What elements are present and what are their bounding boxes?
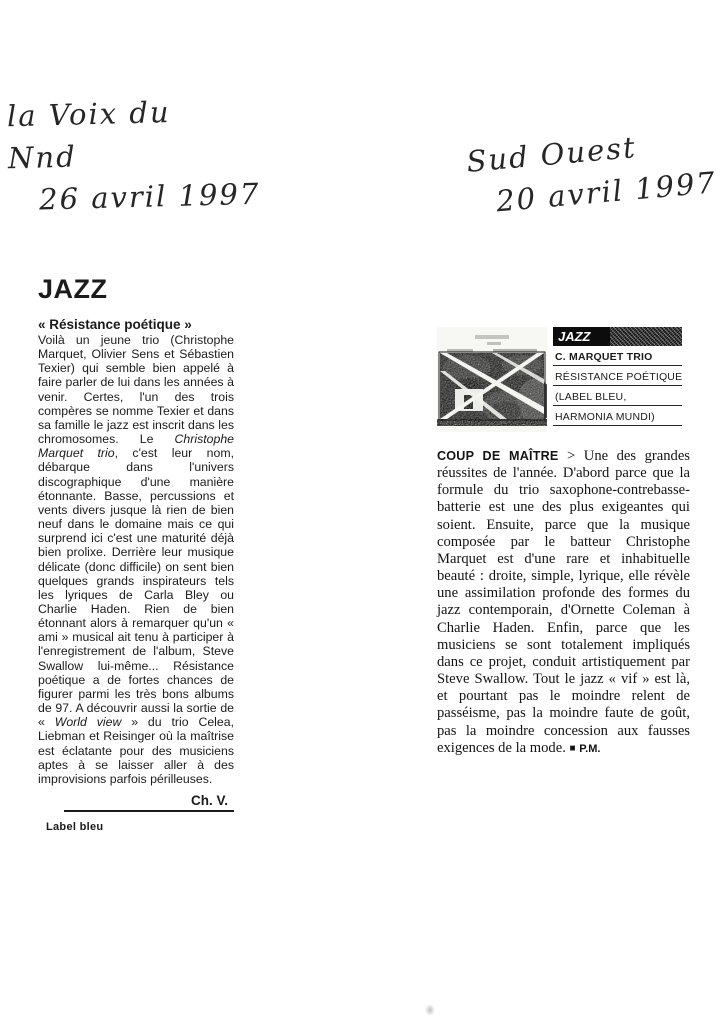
body-text: , c'est leur nom, débarque dans l'univers discographique d'une manière étonnante. Basse, percussions et vents divers jusque là rien de bien neuf dans le domaine mais ce qui surprend ici c'est une maturité déjà bien prolixe. Derrière leur musique délicate (donc difficile) on sent bien quelques grands inspirateurs tels les lyriques de Carla Bley ou Charlie Haden. Rien de bien étonnant alors à remarquer qu'un « ami » musical ait tenu à participer à l'enregistrement de l'album, Steve Swallow lui-même... Résistance poétique a de fortes chances de figurer parmi les très bons albums de 97. A découvrir aussi la sortie de « — [38, 446, 234, 730]
album-review-box — [437, 327, 683, 432]
bar-texture — [610, 327, 682, 346]
section-heading: JAZZ — [38, 274, 108, 304]
author-initials: Ch. V. — [190, 793, 228, 808]
album-artist: C. MARQUET TRIO — [553, 346, 682, 366]
album-name-italic: Christophe Marquet trio — [38, 432, 234, 461]
record-label-credit: Label bleu — [46, 821, 104, 833]
body-text: » du trio Celea, Liebman et Reisinger où la maîtrise est éclatante pour des musiciens aptes à se laisser aller à des improvisions parfois périlleuses. — [38, 715, 234, 786]
handwritten-publication-name: la Voix du — [6, 95, 171, 134]
handwritten-annotation-left — [6, 89, 260, 222]
handwritten-publication-name-2: Nnd — [7, 139, 78, 176]
article-body — [38, 333, 234, 786]
jazz-genre-bar — [553, 327, 682, 346]
article-body — [437, 448, 690, 758]
author-initials: P.M. — [579, 742, 601, 755]
article-left-clipping — [38, 274, 234, 833]
signature-rule — [64, 810, 234, 812]
scan-artifact-mark — [425, 1004, 435, 1016]
album-label-line-2: HARMONIA MUNDI) — [553, 406, 682, 426]
body-text: Voilà un jeune trio (Christophe Marquet, Olivier Sens et Sébastien Texier) qui semble bien appelé à faire parler de lui dans les années à venir. Certes, l'un des trois compères se nomme Texier et dans sa famille le jazz est inscrit dans les chromosomes. Le — [38, 333, 234, 447]
album-info-panel — [553, 327, 682, 432]
album-name-italic: World view — [54, 715, 122, 730]
article-right-clipping — [437, 448, 690, 758]
article-lead-in: COUP DE MAÎTRE — [437, 449, 559, 463]
genre-label: JAZZ — [558, 329, 591, 344]
handwritten-publication-name: Sud Ouest — [465, 130, 638, 179]
lead-separator: > — [558, 448, 584, 464]
article-title: « Résistance poétique » — [38, 317, 192, 332]
album-cover-image — [437, 327, 547, 432]
handwritten-annotation-right — [465, 119, 719, 224]
handwritten-date: 26 avril 1997 — [38, 176, 261, 217]
body-text: Une des grandes réussites de l'année. D'abord parce que la formule du trio saxophone-contrebasse-batterie est une des plus exigeantes qui soient. Ensuite, parce que la musique composée par le batteur Christophe Marquet est d'une rare et inhabituelle beauté : droite, simple, lyrique, elle révèle une assimilation profonde des formes du jazz contemporain, d'Ornette Coleman à Charlie Haden. Enfin, parce que les musiciens se sont totalement impliqués dans ce projet, conduit artistiquement par Steve Swallow. Tout le jazz « vif » est là, et pourtant pas le moindre relent de passéisme, pas la moindre faute de goût, pas la moindre concession aux fausses exigences de la mode. — [437, 448, 690, 756]
album-cover-art — [437, 327, 547, 432]
album-title: RÉSISTANCE POÉTIQUE — [553, 366, 682, 386]
album-label-line-1: (LABEL BLEU, — [553, 386, 682, 406]
end-of-article-square: ■ — [569, 742, 576, 754]
handwritten-date: 20 avril 1997 — [494, 165, 719, 219]
